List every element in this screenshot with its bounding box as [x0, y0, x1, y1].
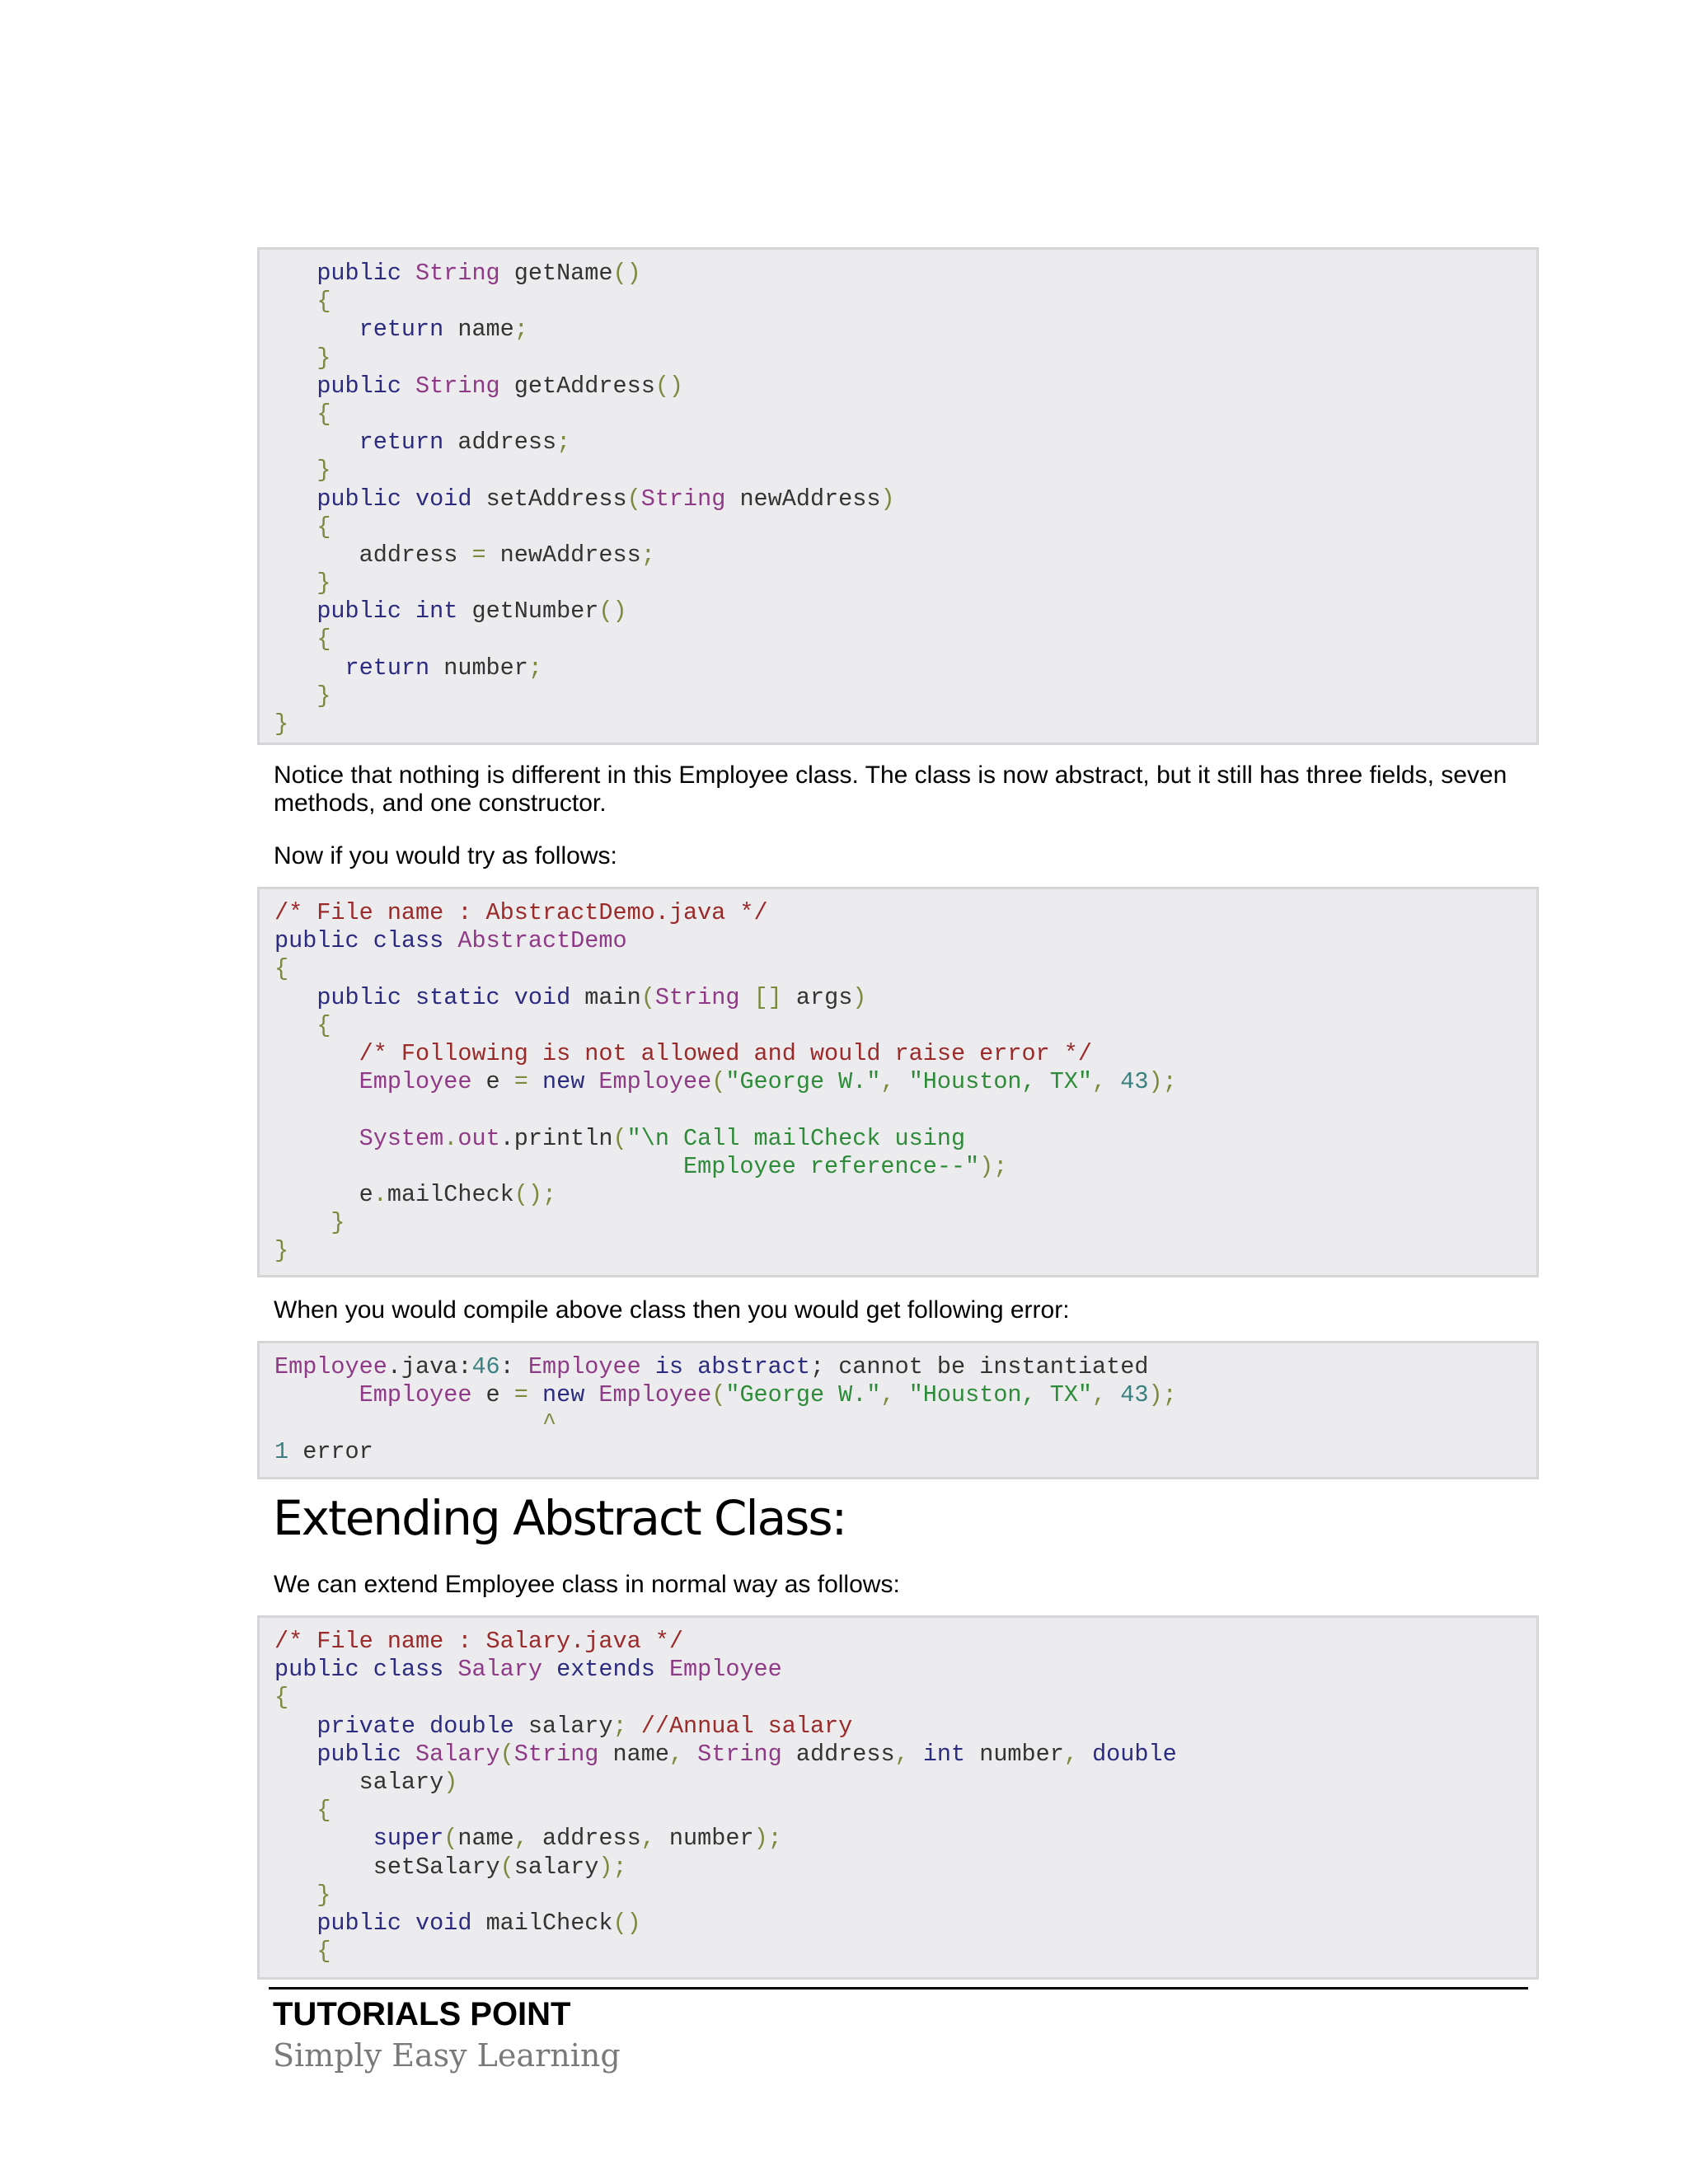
- code-token: (: [612, 1124, 627, 1152]
- code-token: [359, 1656, 373, 1683]
- code-token: ): [443, 1768, 458, 1796]
- code-token: ,: [640, 1825, 655, 1853]
- code-token: {: [274, 955, 289, 983]
- code-line: [274, 485, 1536, 513]
- code-token: [584, 1381, 598, 1408]
- code-token: {: [316, 400, 331, 428]
- code-token: [274, 1910, 316, 1937]
- code-token: public: [274, 1656, 359, 1684]
- code-token: [274, 1741, 316, 1768]
- code-token: name: [443, 316, 514, 344]
- code-token: newAddress: [725, 485, 881, 513]
- code-line: [274, 288, 1536, 316]
- code-token: {: [274, 1684, 289, 1712]
- code-token: double: [429, 1712, 514, 1740]
- code-token: [655, 1656, 669, 1683]
- code-line: [274, 1353, 1536, 1381]
- code-token: {: [316, 1938, 331, 1966]
- code-token: int: [922, 1740, 966, 1768]
- code-token: [274, 598, 316, 625]
- code-token: :: [499, 1353, 528, 1380]
- code-line: [274, 1797, 1536, 1825]
- code-token: [274, 1825, 373, 1852]
- code-token: /* Following is not allowed and would raise error */: [359, 1039, 1092, 1067]
- code-token: is: [654, 1353, 684, 1380]
- code-token: Employee: [598, 1068, 712, 1096]
- paragraph-extend-normal: We can extend Employee class in normal way as follows:: [274, 1571, 900, 1598]
- code-token: (: [499, 1740, 514, 1768]
- code-line: [274, 927, 1536, 955]
- code-token: 46: [471, 1353, 500, 1380]
- code-block-compile-error: [257, 1341, 1539, 1479]
- code-token: ,: [880, 1381, 909, 1409]
- code-token: String: [415, 372, 500, 400]
- code-token: [274, 1125, 359, 1152]
- code-token: AbstractDemo: [457, 927, 627, 955]
- code-token: [401, 984, 415, 1011]
- code-token: [739, 984, 753, 1011]
- code-token: [401, 1741, 415, 1768]
- code-token: "\n Call mailCheck using: [626, 1124, 966, 1152]
- code-token: ,: [668, 1740, 684, 1768]
- code-token: [274, 1068, 359, 1095]
- code-line: [274, 1769, 1536, 1797]
- code-token: public: [316, 485, 401, 513]
- code-token: void: [415, 1909, 472, 1937]
- code-line: [274, 541, 1536, 569]
- code-line: [274, 457, 1536, 485]
- code-token: [909, 1741, 923, 1768]
- code-token: {: [316, 626, 331, 654]
- code-token: return: [345, 654, 430, 682]
- code-line: [274, 1628, 1536, 1656]
- code-token: double: [1092, 1740, 1177, 1768]
- code-token: int: [415, 598, 458, 626]
- code-token: salary: [274, 1768, 444, 1796]
- code-token: getName: [499, 260, 613, 287]
- code-token: [443, 927, 457, 954]
- code-token: [274, 288, 316, 315]
- code-token: "George W.": [725, 1068, 881, 1096]
- code-line: [274, 682, 1536, 710]
- code-token: [274, 1040, 359, 1067]
- code-line: [274, 1409, 1536, 1437]
- code-token: [274, 626, 316, 653]
- code-token: /* File name : Salary.java */: [274, 1628, 683, 1655]
- code-token: {: [316, 1011, 331, 1039]
- code-line: [274, 429, 1536, 457]
- code-token: ;: [640, 541, 655, 569]
- code-line: [274, 373, 1536, 401]
- code-token: [528, 1068, 542, 1095]
- code-token: return: [359, 429, 444, 457]
- code-line: [274, 1882, 1536, 1910]
- code-token: address: [781, 1740, 895, 1768]
- code-token: [274, 373, 316, 400]
- code-line: [274, 1068, 1536, 1096]
- code-token: }: [331, 1209, 345, 1237]
- code-token: [401, 598, 415, 625]
- code-token: (): [654, 372, 684, 400]
- code-token: Employee: [359, 1381, 472, 1409]
- code-token: {: [316, 288, 331, 316]
- code-line: [274, 513, 1536, 541]
- code-token: [401, 373, 415, 400]
- code-token: e: [274, 1180, 373, 1208]
- code-token: Employee: [528, 1353, 641, 1380]
- code-token: }: [316, 344, 331, 372]
- code-token: );: [1148, 1381, 1177, 1409]
- code-token: abstract: [697, 1353, 810, 1380]
- code-token: []: [753, 983, 782, 1011]
- footer-tagline: Simply Easy Learning: [273, 2037, 621, 2074]
- code-token: }: [316, 682, 331, 710]
- code-line: [274, 1438, 1536, 1466]
- code-line: [274, 401, 1536, 429]
- code-token: [683, 1353, 697, 1380]
- code-token: e: [471, 1381, 514, 1409]
- code-token: (): [612, 1909, 641, 1937]
- code-token: "Houston, TX": [908, 1381, 1093, 1409]
- code-token: setSalary: [274, 1853, 500, 1881]
- code-token: ,: [513, 1825, 528, 1853]
- code-token: address: [274, 541, 472, 569]
- code-token: [627, 1713, 641, 1740]
- code-token: mailCheck: [387, 1180, 514, 1208]
- code-token: 1: [274, 1437, 289, 1465]
- code-token: [500, 984, 514, 1011]
- code-token: [443, 1656, 457, 1683]
- code-line: [274, 316, 1536, 344]
- code-line: [274, 1938, 1536, 1966]
- code-token: [274, 260, 316, 287]
- paragraph-compile-error: When you would compile above class then you would get following error:: [274, 1296, 1070, 1324]
- code-token: 43: [1120, 1068, 1149, 1096]
- code-token: ;: [556, 429, 571, 457]
- code-token: [274, 401, 316, 428]
- code-token: );: [1148, 1068, 1177, 1096]
- code-token: {: [316, 1797, 331, 1825]
- code-block-abstract-demo: [257, 887, 1539, 1277]
- code-token: [274, 984, 316, 1011]
- code-token: Employee reference--": [682, 1152, 980, 1180]
- code-token: String: [697, 1740, 782, 1768]
- code-token: }: [316, 569, 331, 598]
- code-token: name: [598, 1740, 669, 1768]
- code-token: ): [852, 983, 867, 1011]
- code-token: address: [443, 429, 557, 457]
- code-block-salary-class: [257, 1615, 1539, 1980]
- code-token: (): [612, 260, 641, 287]
- code-token: public: [274, 927, 359, 955]
- code-token: void: [415, 485, 472, 513]
- code-token: out: [457, 1124, 500, 1152]
- code-token: [274, 316, 359, 343]
- code-token: );: [979, 1152, 1008, 1180]
- code-token: String: [415, 260, 500, 287]
- code-token: [274, 513, 316, 541]
- code-line: [274, 598, 1536, 626]
- code-token: salary: [513, 1712, 613, 1740]
- code-token: number: [965, 1740, 1064, 1768]
- code-token: [359, 927, 373, 954]
- code-line: [274, 1854, 1536, 1882]
- code-block-employee-tail: [257, 247, 1539, 745]
- code-token: error: [288, 1437, 373, 1465]
- code-token: .java:: [387, 1353, 472, 1380]
- code-line: [274, 1040, 1536, 1068]
- code-token: .println: [499, 1124, 613, 1152]
- code-token: }: [274, 1237, 289, 1265]
- code-token: number: [654, 1825, 754, 1853]
- code-token: [401, 485, 415, 513]
- code-token: getAddress: [499, 372, 655, 400]
- code-token: getNumber: [457, 598, 599, 626]
- code-token: );: [753, 1825, 782, 1853]
- code-token: [274, 654, 345, 682]
- code-token: extends: [556, 1656, 655, 1684]
- code-token: (: [711, 1068, 726, 1096]
- code-token: ): [880, 485, 895, 513]
- code-token: (: [443, 1825, 458, 1853]
- code-token: [274, 344, 316, 372]
- code-token: class: [373, 927, 444, 955]
- code-line: [274, 569, 1536, 598]
- code-token: private: [316, 1712, 416, 1740]
- code-token: }: [316, 1881, 331, 1909]
- code-line: [274, 1656, 1536, 1684]
- code-token: [274, 1012, 316, 1039]
- code-token: (: [711, 1381, 726, 1409]
- code-token: [274, 569, 316, 597]
- code-token: ,: [1063, 1740, 1078, 1768]
- code-token: ; cannot be instantiated: [809, 1353, 1149, 1380]
- code-token: [584, 1068, 598, 1095]
- section-heading: Extending Abstract Class:: [273, 1490, 846, 1546]
- code-token: );: [598, 1853, 627, 1881]
- code-token: new: [542, 1381, 585, 1409]
- code-token: [1078, 1741, 1092, 1768]
- code-token: Salary: [457, 1656, 542, 1684]
- code-token: .: [443, 1124, 458, 1152]
- code-token: String: [513, 1740, 599, 1768]
- code-token: Employee: [598, 1381, 712, 1409]
- code-token: [274, 1209, 331, 1236]
- code-line: [274, 626, 1536, 654]
- code-token: return: [359, 316, 444, 344]
- code-token: =: [471, 541, 486, 569]
- code-token: [274, 457, 316, 484]
- code-line: [274, 654, 1536, 682]
- code-token: public: [316, 983, 401, 1011]
- code-token: Employee: [668, 1656, 782, 1684]
- code-token: ,: [880, 1068, 909, 1096]
- code-token: args: [781, 983, 853, 1011]
- code-token: public: [316, 1909, 401, 1937]
- code-line: [274, 1153, 1536, 1181]
- code-token: //Annual salary: [640, 1712, 853, 1740]
- code-line: [274, 1713, 1536, 1741]
- code-token: setAddress: [471, 485, 627, 513]
- code-token: [683, 1741, 697, 1768]
- code-token: number: [429, 654, 528, 682]
- code-token: (: [499, 1853, 514, 1881]
- code-token: ,: [1092, 1068, 1121, 1096]
- code-line: [274, 1910, 1536, 1938]
- code-line: [274, 1381, 1536, 1409]
- code-line: [274, 899, 1536, 927]
- code-line: [274, 1825, 1536, 1853]
- code-token: [274, 485, 316, 513]
- code-line: [274, 710, 1536, 738]
- code-token: ;: [513, 316, 528, 344]
- code-line: [274, 955, 1536, 983]
- code-token: Employee: [359, 1068, 472, 1096]
- code-token: class: [373, 1656, 444, 1684]
- code-token: [274, 1797, 316, 1824]
- code-token: [401, 260, 415, 287]
- code-token: [274, 1381, 359, 1408]
- code-token: /* File name : AbstractDemo.java */: [274, 899, 768, 926]
- code-token: {: [316, 513, 331, 541]
- code-token: 43: [1120, 1381, 1149, 1409]
- code-token: [415, 1713, 429, 1740]
- code-token: [542, 1656, 556, 1683]
- code-line: [274, 1237, 1536, 1265]
- code-token: name: [457, 1825, 514, 1853]
- code-token: "George W.": [725, 1381, 881, 1409]
- code-token: }: [274, 710, 289, 738]
- code-line: [274, 1181, 1536, 1209]
- code-token: .: [373, 1180, 387, 1208]
- code-token: [274, 1938, 316, 1965]
- code-token: public: [316, 598, 401, 626]
- code-line: [274, 1209, 1536, 1237]
- code-token: mailCheck: [471, 1909, 613, 1937]
- code-token: (: [640, 983, 655, 1011]
- code-token: main: [570, 983, 641, 1011]
- code-token: ;: [528, 654, 542, 682]
- code-token: (: [626, 485, 641, 513]
- code-token: ^: [542, 1409, 557, 1437]
- code-line: [274, 984, 1536, 1012]
- code-token: e: [471, 1068, 514, 1096]
- code-line: [274, 1096, 1536, 1124]
- code-token: public: [316, 260, 401, 287]
- code-token: [274, 1153, 683, 1180]
- code-token: "Houston, TX": [908, 1068, 1093, 1096]
- code-token: =: [513, 1381, 528, 1409]
- code-token: address: [528, 1825, 641, 1853]
- code-line: [274, 344, 1536, 373]
- code-token: ,: [894, 1740, 909, 1768]
- code-token: =: [513, 1068, 528, 1096]
- code-token: (): [598, 598, 627, 626]
- code-token: Salary: [415, 1740, 500, 1768]
- code-token: String: [640, 485, 726, 513]
- code-line: [274, 1741, 1536, 1769]
- code-line: [274, 1012, 1536, 1040]
- footer-divider: [269, 1987, 1528, 1990]
- code-token: System: [359, 1124, 444, 1152]
- code-token: ,: [1092, 1381, 1121, 1409]
- code-token: public: [316, 1740, 401, 1768]
- code-token: [641, 1353, 655, 1380]
- code-token: super: [373, 1825, 444, 1853]
- code-line: [274, 1684, 1536, 1712]
- code-token: [274, 1713, 316, 1740]
- code-token: static: [415, 983, 500, 1011]
- code-token: Employee: [274, 1353, 387, 1380]
- code-token: [274, 1882, 316, 1909]
- code-token: public: [316, 372, 401, 400]
- code-token: new: [542, 1068, 585, 1096]
- code-token: String: [654, 983, 740, 1011]
- code-token: [274, 682, 316, 710]
- code-token: salary: [513, 1853, 599, 1881]
- paragraph-try-follows: Now if you would try as follows:: [274, 842, 617, 869]
- paragraph-notice: Notice that nothing is different in this Employee class. The class is now abstract, but it still has three fields, seven methods, and one constructor.: [274, 762, 1507, 817]
- code-token: [274, 429, 359, 456]
- code-token: void: [513, 983, 571, 1011]
- code-token: newAddress: [485, 541, 641, 569]
- code-token: ();: [513, 1180, 557, 1208]
- footer-brand: TUTORIALS POINT: [273, 1996, 571, 2032]
- code-token: [528, 1381, 542, 1408]
- code-token: }: [316, 457, 331, 485]
- code-token: ;: [612, 1712, 627, 1740]
- code-line: [274, 260, 1536, 288]
- code-token: [274, 1409, 542, 1436]
- code-line: [274, 1125, 1536, 1153]
- code-token: [401, 1910, 415, 1937]
